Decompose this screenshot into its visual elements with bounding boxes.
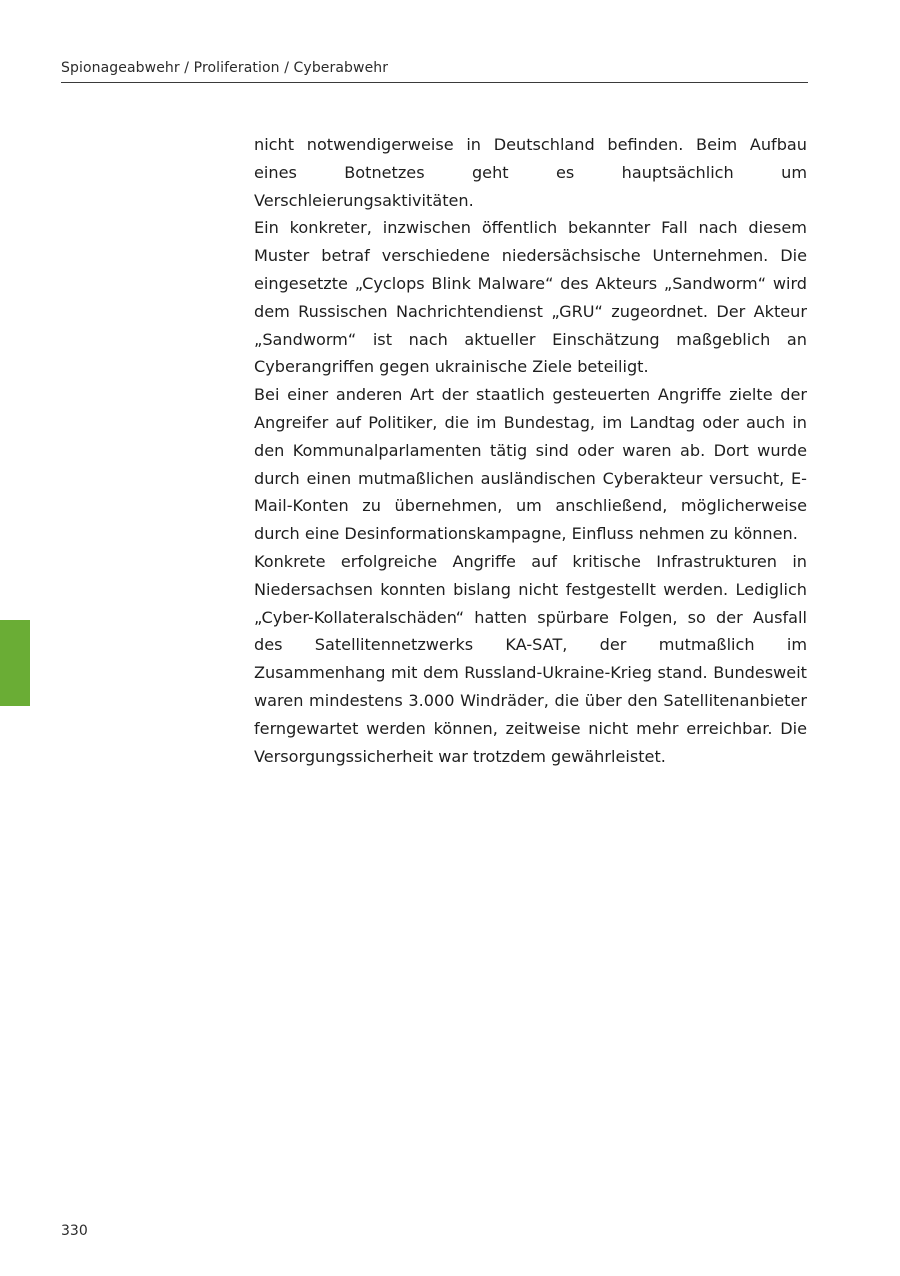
page-number: 330: [61, 1223, 88, 1239]
chapter-tab-marker: [0, 620, 30, 706]
section-title: Spionageabwehr / Proliferation / Cyberabwehr: [61, 60, 389, 76]
body-text: [254, 131, 807, 770]
paragraph: nicht notwendigerweise in Deutschland befinden. Beim Aufbau eines Botnetzes geht es hauptsächlich um Verschleierungsaktivitäten.: [254, 135, 807, 210]
paragraph: Ein konkreter, inzwischen öffentlich bekannter Fall nach diesem Muster betraf verschiedene niedersächsische Unternehmen. Die eingesetzte „Cyclops Blink Malware“ des Akteurs „Sandworm“ wird dem Russischen Nachrichtendienst „GRU“ zugeordnet. Der Akteur „Sandworm“ ist nach aktueller Einschätzung maßgeblich an Cyberangriffen gegen ukrainische Ziele beteiligt.: [254, 218, 807, 377]
paragraph: Bei einer anderen Art der staatlich gesteuerten Angriffe zielte der Angreifer auf Politiker, die im Bundestag, im Landtag oder auch in den Kommunalparlamenten tätig sind oder waren ab. Dort wurde durch einen mutmaßlichen ausländischen Cyberakteur versucht, E-Mail-Konten zu übernehmen, um anschließend, möglicherweise durch eine Desinformationskampagne, Einfluss nehmen zu können.: [254, 385, 807, 544]
paragraph: Konkrete erfolgreiche Angriffe auf kritische Infrastrukturen in Niedersachsen konnten bislang nicht festgestellt werden. Lediglich „Cyber-Kollateralschäden“ hatten spürbare Folgen, so der Ausfall des Satellitennetzwerks KA-SAT, der mutmaßlich im Zusammenhang mit dem Russland-Ukraine-Krieg stand. Bundesweit waren mindestens 3.000 Windräder, die über den Satellitenanbieter ferngewartet werden können, zeitweise nicht mehr erreichbar. Die Versorgungssicherheit war trotzdem gewährleistet.: [254, 551, 807, 766]
running-header: [61, 58, 808, 83]
